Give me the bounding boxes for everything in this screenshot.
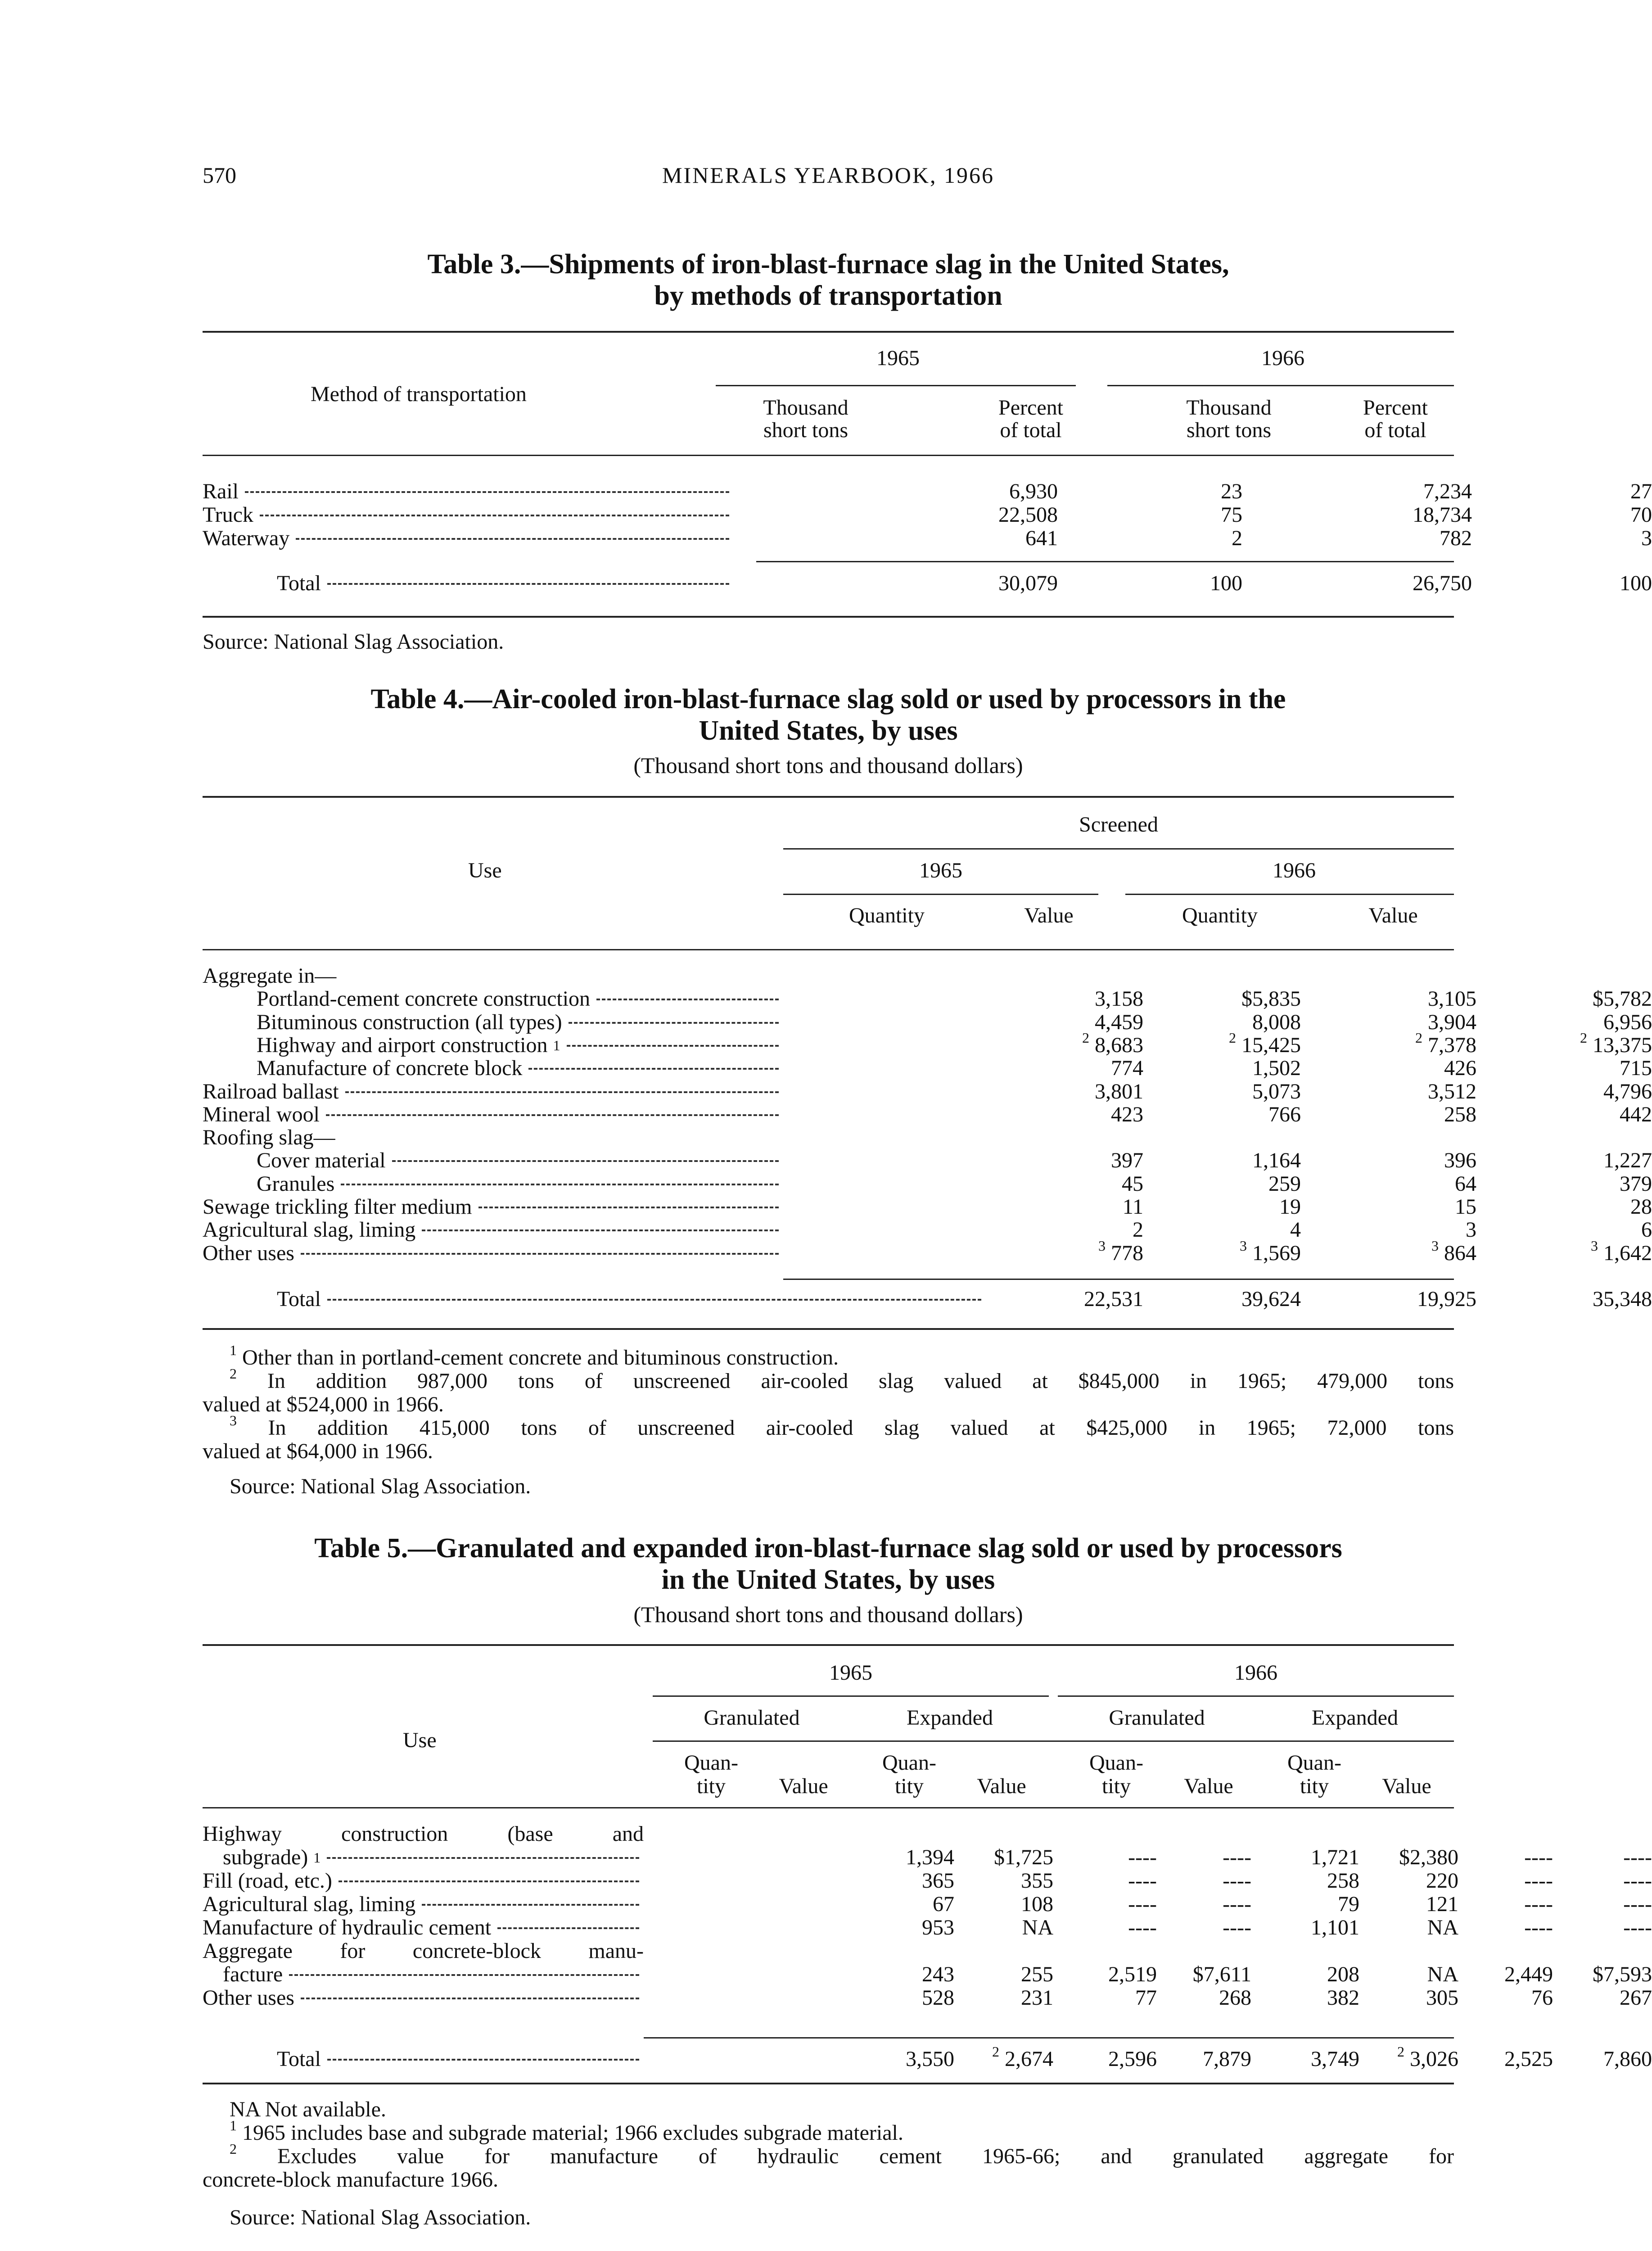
- table4-header-value-1966: Value: [1368, 904, 1418, 927]
- table-row: Truck 22,508 75 18,734 70: [203, 503, 1652, 527]
- table4-subtitle: (Thousand short tons and thousand dollars): [633, 753, 1023, 778]
- table5-title-line1: Table 5.—Granulated and expanded iron-blast-furnace slag sold or used by processors: [314, 1533, 1342, 1564]
- table4-header-value-1965: Value: [1024, 904, 1074, 927]
- table-row: Roofing slag—: [203, 1126, 335, 1150]
- table4-bottom-rule: [203, 1328, 1454, 1330]
- table4-footnote-3-cont: valued at $64,000 in 1966.: [203, 1439, 433, 1463]
- table-row-label-line: Aggregate for concrete-block manu-: [203, 1939, 644, 1963]
- table4-header-quantity-1966: Quantity: [1182, 904, 1258, 927]
- table4-screened-rule: [783, 848, 1454, 850]
- table5-header-quantity-tity: tity: [894, 1774, 924, 1798]
- table4-header-screened: Screened: [1079, 813, 1158, 836]
- table4-footnote-3: $^3$ In addition 415,000 tons of unscreened air-cooled slag valued at $425,000 in 1965; 72,000 tons: [230, 1412, 1454, 1440]
- table3-header-thousand: Thousand: [763, 396, 849, 420]
- table5-header-quantity-tity: tity: [696, 1774, 726, 1798]
- table-row: Manufacture of hydraulic cement 953 NA ---- ---- 1,101 NA ---- ----: [203, 1916, 1652, 1939]
- table-row: facture 243 255 2,519 $7,611 208 NA 2,449 $7,593: [223, 1962, 1652, 1986]
- page-header: [203, 162, 1454, 194]
- table5-year-rule-1966: [1058, 1695, 1454, 1697]
- table3-header-oftotal-1966: of total: [1364, 418, 1426, 442]
- table4-year-1965: 1965: [919, 859, 962, 882]
- table5-total-row: Total 3,550 $^2$ 2,674 2,596 7,879 3,749 $^2$ 3,026 2,525 7,860: [277, 2043, 1652, 2071]
- table4-year-1966: 1966: [1273, 859, 1316, 882]
- table3-header-shorttons-1966: short tons: [1186, 418, 1271, 442]
- table5-top-rule: [203, 1644, 1454, 1646]
- table3-year-1965: 1965: [876, 346, 920, 370]
- table3-year-1966: 1966: [1261, 346, 1304, 370]
- table4-footnote-1: $^1$ Other than in portland-cement concrete and bituminous construction.: [230, 1342, 839, 1370]
- table5-footnote-na: NA Not available.: [230, 2097, 386, 2121]
- table-row: Agricultural slag, liming 2 4 3 6: [203, 1218, 1652, 1242]
- table5-footnote-1: $^1$ 1965 includes base and subgrade material; 1966 excludes subgrade material.: [230, 2117, 903, 2145]
- table5-footnote-2-cont: concrete-block manufacture 1966.: [203, 2168, 499, 2192]
- table5-year-1965: 1965: [829, 1661, 872, 1685]
- table5-header-granulated-1966: Granulated: [1109, 1706, 1205, 1730]
- table5-header-expanded-1966: Expanded: [1312, 1706, 1398, 1730]
- table4-year-rule-1965: [783, 894, 1098, 895]
- table5-subhead-rule: [653, 1740, 1454, 1742]
- table-row: Other uses 528 231 77 268 382 305 76 267: [203, 1986, 1652, 2010]
- table5-footnote-2: $^2$ Excludes value for manufacture of hydraulic cement 1965-66; and granulated aggregate for: [230, 2141, 1454, 2168]
- table5-header-value: Value: [1184, 1774, 1233, 1798]
- table-row: Portland-cement concrete construction 3,158 $5,835 3,105 $5,782: [257, 987, 1652, 1011]
- table3-header-percent-1966: Percent: [1363, 396, 1428, 420]
- table5-bottom-rule: [203, 2083, 1454, 2084]
- table5-subtitle: (Thousand short tons and thousand dollars): [633, 1602, 1023, 1627]
- table3-header-shorttons: short tons: [763, 418, 848, 442]
- table5-header-use: Use: [403, 1728, 437, 1752]
- table-row: Sewage trickling filter medium 11 19 15 28: [203, 1195, 1652, 1219]
- table4-source: Source: National Slag Association.: [230, 1474, 531, 1498]
- table-row: Railroad ballast 3,801 5,073 3,512 4,796: [203, 1079, 1652, 1103]
- table-row: Aggregate in—: [203, 964, 337, 988]
- table-row: Highway and airport construction $^1$ $^2$ 8,683 $^2$ 15,425 $^2$ 7,378 $^2$ 13,375: [257, 1029, 1652, 1057]
- table5-header-granulated-1965: Granulated: [704, 1706, 800, 1730]
- table-row: Waterway 641 2 782 3: [203, 526, 1652, 550]
- table3-header-oftotal: of total: [1000, 418, 1062, 442]
- table3-header-thousand-1966: Thousand: [1186, 396, 1272, 420]
- table4-header-rule: [203, 949, 1454, 950]
- table4-title-line1: Table 4.—Air-cooled iron-blast-furnace slag sold or used by processors in the: [370, 684, 1286, 714]
- table-row-label-line: Highway construction (base and: [203, 1822, 644, 1846]
- table5-header-quantity: Quan-: [1287, 1751, 1341, 1775]
- table5-header-expanded-1965: Expanded: [907, 1706, 993, 1730]
- table3-header-rule: [203, 455, 1454, 456]
- table4-footnote-2: $^2$ In addition 987,000 tons of unscreened air-cooled slag valued at $845,000 in 1965; 479,000 tons: [230, 1365, 1454, 1393]
- table5-header-rule: [203, 1807, 1454, 1808]
- table3-bottom-rule: [203, 616, 1454, 618]
- table-row: Fill (road, etc.) 365 355 ---- ---- 258 220 ---- ----: [203, 1869, 1652, 1893]
- table3-header-method: Method of transportation: [311, 382, 527, 406]
- table3-year-rule-1965: [716, 385, 1076, 386]
- table5-header-value: Value: [779, 1774, 828, 1798]
- table4-total-row: Total 22,531 39,624 19,925 35,348: [277, 1287, 1652, 1311]
- table4-total-rule: [783, 1279, 1454, 1280]
- table5-source: Source: National Slag Association.: [230, 2206, 531, 2229]
- table5-header-quantity-tity: tity: [1300, 1774, 1329, 1798]
- page-number: 570: [203, 163, 236, 188]
- table-row: Bituminous construction (all types) 4,459 8,008 3,904 6,956: [257, 1010, 1652, 1034]
- table4-header-quantity-1965: Quantity: [849, 904, 925, 927]
- table5-header-quantity: Quan-: [684, 1751, 738, 1775]
- table-row: Agricultural slag, liming 67 108 ---- ---- 79 121 ---- ----: [203, 1892, 1652, 1916]
- table-row: Cover material 397 1,164 396 1,227: [257, 1148, 1652, 1173]
- table5-header-value: Value: [977, 1774, 1026, 1798]
- table4-title-line2: United States, by uses: [699, 715, 958, 746]
- table-row: Rail 6,930 23 7,234 27: [203, 479, 1652, 503]
- table3-total-row: Total 30,079 100 26,750 100: [277, 571, 1652, 595]
- table-row: Mineral wool 423 766 258 442: [203, 1102, 1652, 1126]
- table5-header-quantity: Quan-: [882, 1751, 936, 1775]
- table4-footnote-2-cont: valued at $524,000 in 1966.: [203, 1392, 444, 1416]
- table3-total-rule: [756, 561, 1454, 562]
- table3-title-line2: by methods of transportation: [654, 280, 1002, 311]
- table-row: Manufacture of concrete block 774 1,502 426 715: [257, 1056, 1652, 1080]
- table5-header-quantity: Quan-: [1089, 1751, 1143, 1775]
- table-row: subgrade) $^1$ 1,394 $1,725 ---- ---- 1,721 $2,380 ---- ----: [223, 1845, 1652, 1869]
- table5-header-value: Value: [1382, 1774, 1431, 1798]
- table4-header-use: Use: [468, 859, 502, 882]
- table4-year-rule-1966: [1125, 894, 1454, 895]
- table5-header-quantity-tity: tity: [1101, 1774, 1131, 1798]
- table3-year-rule-1966: [1107, 385, 1454, 386]
- table5-year-1966: 1966: [1234, 1661, 1277, 1685]
- table5-total-rule: [644, 2037, 1454, 2039]
- table-row: Other uses $^3$ 778 $^3$ 1,569 $^3$ 864 $^3$ 1,642: [203, 1237, 1652, 1265]
- table3-header-percent: Percent: [998, 396, 1063, 420]
- table3-source: Source: National Slag Association.: [203, 630, 504, 654]
- table3-top-rule: [203, 331, 1454, 333]
- table5-title-line2: in the United States, by uses: [661, 1564, 995, 1595]
- table3-title-line1: Table 3.—Shipments of iron-blast-furnace slag in the United States,: [427, 249, 1229, 280]
- table4-top-rule: [203, 796, 1454, 798]
- table-row: Granules 45 259 64 379: [257, 1171, 1652, 1196]
- running-head: MINERALS YEARBOOK, 1966: [662, 163, 994, 188]
- table5-year-rule-1965: [653, 1695, 1049, 1697]
